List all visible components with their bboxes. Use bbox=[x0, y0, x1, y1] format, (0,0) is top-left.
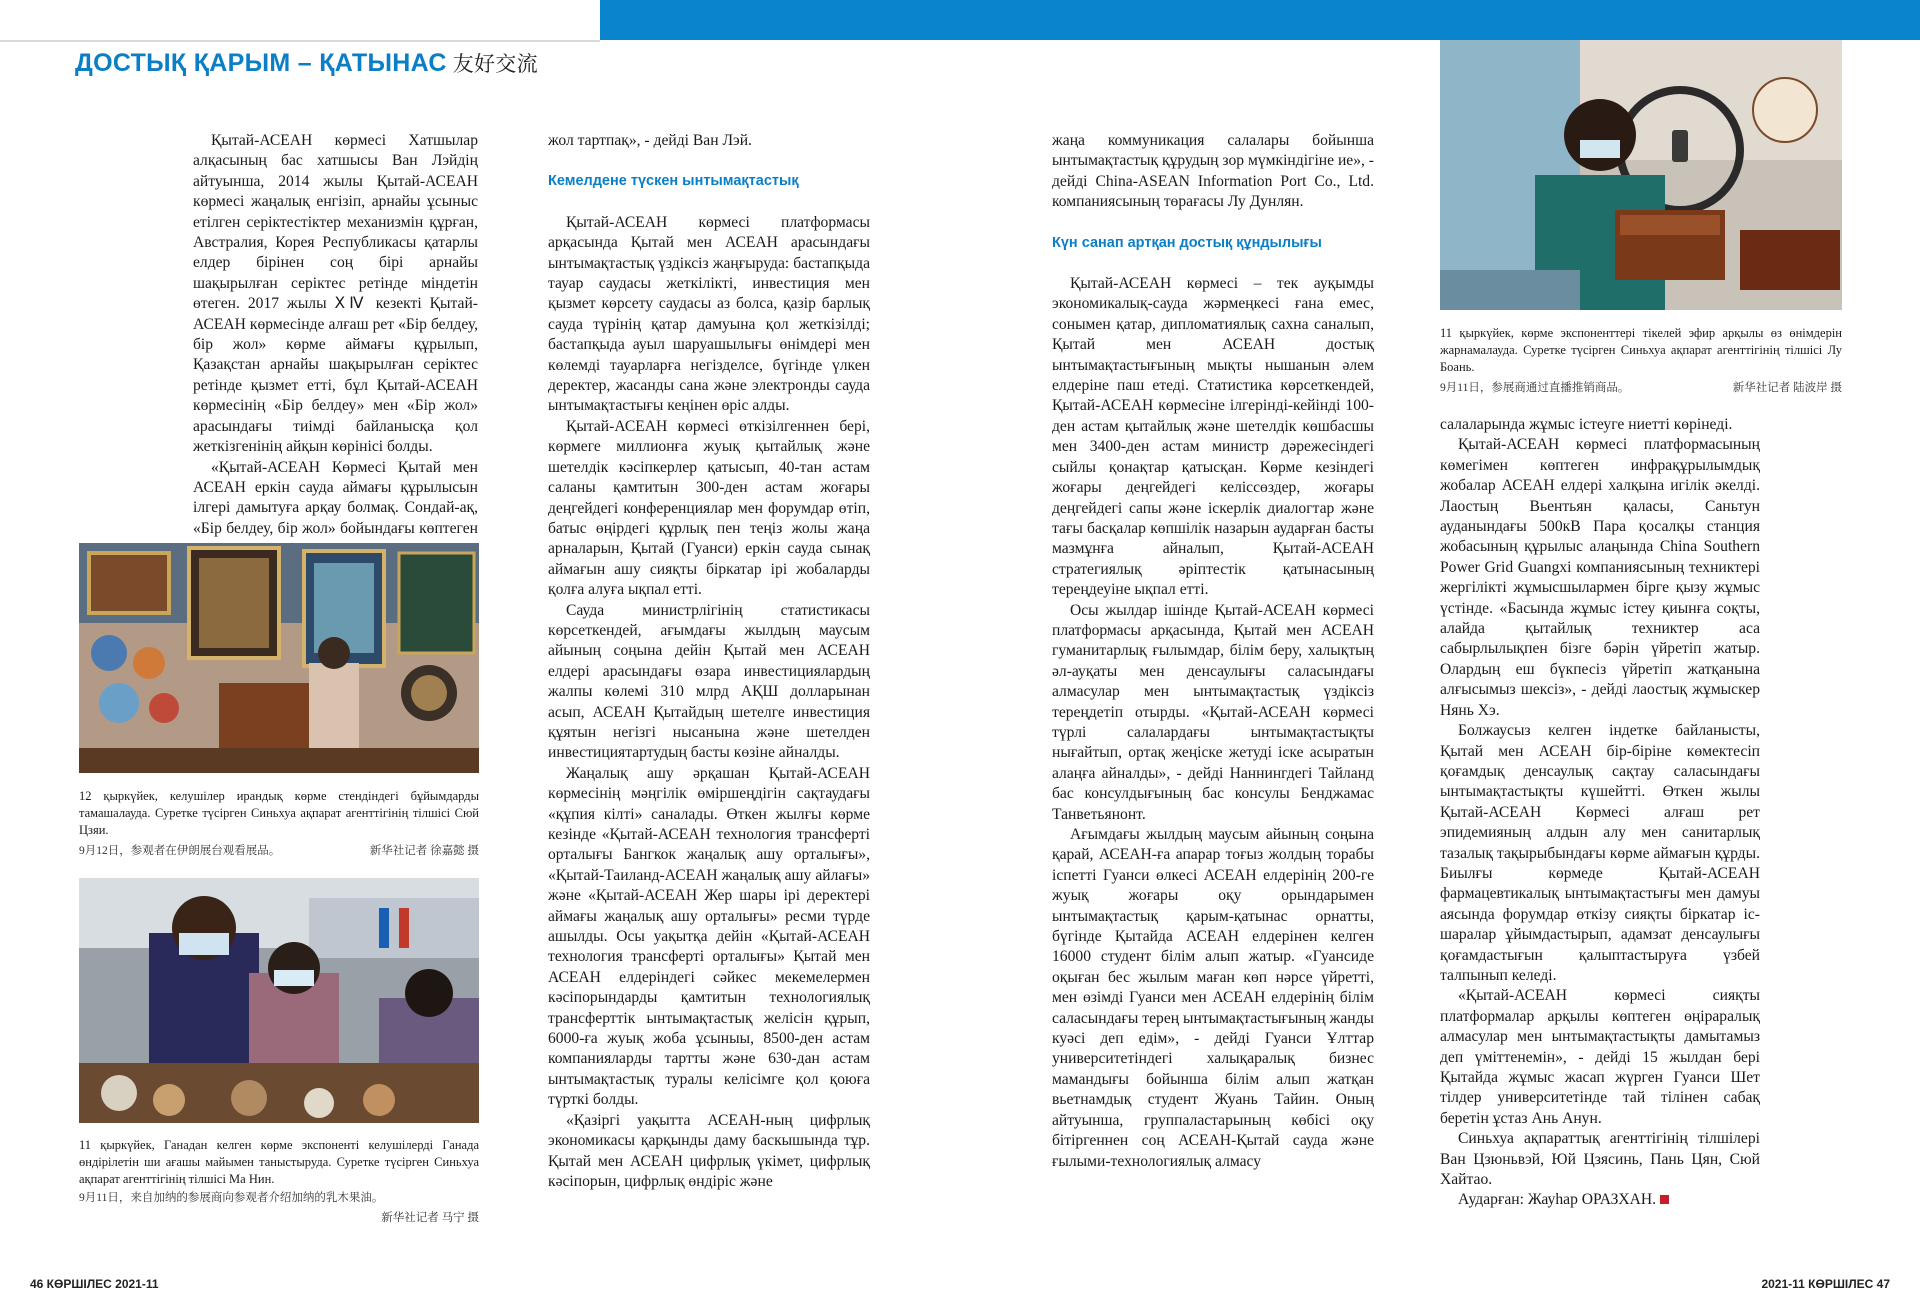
paragraph: салаларында жұмыс істеуге ниетті көрінеді. bbox=[1440, 416, 1733, 433]
photo-ghana-exhibitor-image bbox=[79, 878, 479, 1123]
translator-line bbox=[1440, 1190, 1760, 1210]
paragraph: жаңа коммуникация салалары бойынша ынтымақтастық құрудың зор мүмкіндігіне ие», - дейді China-ASEAN Information Port Co., Ltd. компаниясының төрағасы Лу Дунлян. bbox=[1052, 132, 1374, 211]
top-color-bar bbox=[600, 0, 1920, 40]
photo-credit-zh: 新华社记者 徐嘉懿 摄 bbox=[369, 845, 479, 857]
section-heading: Кемелдене түскен ынтымақтастық bbox=[548, 173, 799, 190]
photo-livestream-exhibitor-image bbox=[1440, 40, 1842, 310]
photo-caption-zh-row bbox=[79, 843, 479, 860]
paragraph: Жаңалық ашу әрқашан Қытай-АСЕАН көрмесінің мәңгілік өміршеңдігін сақтаудағы «құпия кілті» саналады. Өткен жылғы көрме кезінде «Қытай-АСЕАН технология трансферті орталығы Бангкок жаңалық ашу орталығы», «Қытай-Таиланд-АСЕАН жаңалық ашу айлағы» және «Қытай-АСЕАН Жер шары ірі деректері аймағы жаңалық ашу орталығы» ресми түрде ашылды. Осы уақытқа дейін «Қытай-АСЕАН технология трансферті орталығы» Қытай мен АСЕАН елдеріндегі сәйкес мекемелермен кәсіпорындарды қамтитын технологиялық трансферттік ынтымақтастық желісін құрып, 6000-ға жуық жоба ұсыныы, 8500-ден астам компанияларды тартты және 630-дан астам ынтымақтастық туралы келісімге қол қоюға түрткі болды. bbox=[548, 764, 870, 1109]
photo-caption: 12 қыркүйек, келушілер ирандық көрме стендіндегі бұйымдарды тамашалауда. Суретке түсірген Синьхуа ақпарат агенттігінің тілшісі Сюй Цзяи. bbox=[79, 789, 479, 837]
footer-left: 46 КӨРШІЛЕС 2021-11 bbox=[30, 1277, 159, 1291]
column-3 bbox=[1052, 131, 1374, 1172]
photo-caption-zh: 9月12日，参观者在伊朗展台观看展品。 bbox=[79, 845, 281, 857]
section-heading: Күн санап артқан достық құндылығы bbox=[1052, 234, 1322, 251]
column-4 bbox=[1440, 415, 1760, 1211]
photo-ghana-exhibitor bbox=[79, 878, 479, 1123]
paragraph: Сауда министрлігінің статистикасы көрсеткендей, ағымдағы жылдың маусым айының соңына дейін Қытай мен АСЕАН елдері арасындағы өзара инвестициялардың жалпы көлемі 310 млрд АҚШ долларынан асып, АСЕАН Қытайдың шетелге инвестиция құятын негізгі нысанына және шетелден инвестициятартудың басты көзіне айналды. bbox=[548, 601, 870, 762]
translator-credit: Аударған: Жауһар ОРАЗХАН. bbox=[1458, 1191, 1657, 1209]
paragraph: Осы жылдар ішінде Қытай-АСЕАН көрмесі платформасы арқасында, Қытай мен АСЕАН гуманитарлық ғылымдар, білім беру, халықтың әл-ауқаты мен денсаулығы саласындағы алмасулар мен ынтымақтастық үздіксіз тереңдетіп отырды. «Қытай-АСЕАН көрмесі түрлі салалардағы ынтымақтастықты нығайтып, ортақ жеңіске жетуді іске асыратын алаңға айналды», - дейді Наннингдегі Тайланд бас консулдығының бас консулы Бенджамас Танветьянонт. bbox=[1052, 601, 1374, 823]
section-title-zh: 友好交流 bbox=[452, 53, 538, 76]
paragraph: Ағымдағы жылдың маусым айының соңына қарай, АСЕАН-ға апарар тоғыз жолдың торабы іспетті Гуанси өлкесі АСЕАН елдерінің 200-ге жуық жоғары оқу орындарымен ынтымақтастық қарым-қатынас орнатты, бүгінде Қытайда АСЕАН елдерінен келген 16000 студент білім алып жатыр. «Гуансиде оқыған бес жылым маған көп нәрсе үйретті, мен өзімді Гуанси мен АСЕАН елдерінің білім саласындағы терең ынтымақтастығының жанды куәсі деп едім», - дейді Гуанси Ұлттар университетіндегі халықаралық бизнес мамандығы бойынша білім алып жатқан вьетнамдық студент Жуань Тайин. Оның айтуынша, группаластарының көбісі оқу бітіргеннен соң АСЕАН-Қытай сауда және ғылыми-технологиялық алмасу bbox=[1052, 826, 1374, 1170]
paragraph: «Қытай-АСЕАН көрмесі сияқты платформалар арқылы көптеген өңіраралық алмасулар мен ынтымақтастықты дамытамыз деп үміттенемін», - дейді 15 жылдан бері Қытайда жұмыс жасап жүрген Гуанси Шет тілдер университетінде тай тілінен сабақ беретін ұстаз Ань Анун. bbox=[1440, 987, 1760, 1127]
paragraph: жол тартпақ», - дейді Ван Лэй. bbox=[548, 132, 752, 149]
paragraph: Қытай-АСЕАН көрмесі өткізілгеннен бері, көрмеге миллионға жуық қытайлық және шетелдік кәсіпкерлер қатысып, 40-тан астам саланы қамтитын 300-ден астам жоғары деңгейдегі конференциялар мен форумдар өтіп, батыс өңірдегі құрлық пен теңіз жолы жаңа арналарын, Қытай (Гуанси) еркін сауда сынақ аймағын ашу сияқты біркатар ірі жобаларды қолға алуға ықпал етті. bbox=[548, 417, 870, 599]
paragraph: «Қытай-АСЕАН Көрмесі Қытай мен АСЕАН еркін сауда аймағы құрылысын ілгері дамытуға арқау болмақ. Сондай-ақ, «Бір белдеу, бір жол» бойындағы көптеген bbox=[193, 458, 478, 537]
photo-credit-zh: 新华社记者 马宁 摄 bbox=[381, 1212, 479, 1224]
photo-caption: 11 қыркүйек, Ганадан келген көрме экспоненті келушілерді Ганада өндірілетін ши ағашы майымен таныстыруда. Суретке түсірген Синьхуа ақпарат агенттігінің тілшісі Ма Нин. bbox=[79, 1138, 479, 1186]
photo-caption-zh: 9月11日，来自加纳的参展商向参观者介绍加纳的乳木果油。 bbox=[79, 1192, 384, 1204]
paragraph: Қытай-АСЕАН көрмесі Хатшылар алқасының бас хатшысы Ван Лэйдің айтуынша, 2014 жылы Қытай-АСЕАН көрмесі жаңалық енгізіп, арнайы ұсыныс етілген серіктестіктер механизмін құрған, Австралия, Корея Республикасы қатарлы елдер бірінен соң бірі арнайы шақырылған серіктес ретінде міндетін өтеген. 2017 жылы ⅩⅣ кезекті Қытай-АСЕАН көрмесінде алғаш рет «Бір белдеу, бір жол» көрме аймағы құрылып, Қазақстан арнайы шақырылған серіктес ретінде қызмет етті, бұл Қытай-АСЕАН көрмесінің «Бір белдеу» мен «Бір жол» арасындағы тиімді байланысқа қол жеткізгенінің айқын көрінісі болды. bbox=[193, 132, 478, 456]
photo-iran-exhibition-image bbox=[79, 543, 479, 773]
paragraph: Болжаусыз келген індетке байланысты, Қытай мен АСЕАН бір-біріне көмектесіп қоғамдық денсаулық сақтау саласындағы ынтымақтастықты күшейтті. Өткен жылы Қытай-АСЕАН Көрмесі алғаш рет эпидемияның алдын алу мен санитарлық тазалық тақырыбындағы көрме аймағын құрды. Биылғы көрмеде Қытай-АСЕАН фармацевтикалық ынтымақтастығы мен дамуы аясында форумдар өткізу сияқты біркатар іс-шаралар ұйымдастырып, адамзат денсаулығы қоғамдастығын қалыптастыруға үзбей талпынып келеді. bbox=[1440, 722, 1760, 984]
end-mark-square bbox=[1660, 1195, 1669, 1204]
column-2 bbox=[548, 131, 870, 1192]
photo-iran-exhibition-caption-block bbox=[79, 788, 479, 860]
paragraph: Қытай-АСЕАН көрмесі платформасы арқасында Қытай мен АСЕАН арасындағы ынтымақтастық үздіксіз жаңғыруда: бастапқыда тауар саудасы жеткілікті, инвестиция мен қызмет көрсету саудасы аз болса, қазір барлық сауда түрінің қатар дамуына қол жеткізілді; бастапқыда ауыл шаруашылығы өнімдері мен көлемді тауарларға негізделсе, бүгінде үлкен деректер, жасанды сана және электронды сауда ынтымақтастығы кеңінен өріс алды. bbox=[548, 213, 870, 415]
photo-livestream-caption-block bbox=[1440, 325, 1842, 397]
section-title: ДОСТЫҚ ҚАРЫМ – ҚАТЫНАС bbox=[75, 49, 447, 77]
photo-iran-exhibition bbox=[79, 543, 479, 773]
column-1 bbox=[193, 131, 478, 560]
photo-caption-zh: 9月11日，参展商通过直播推销商品。 bbox=[1440, 382, 1630, 394]
section-header bbox=[75, 48, 538, 78]
top-rule bbox=[0, 40, 600, 42]
paragraph: Қытай-АСЕАН көрмесі – тек ауқымды экономикалық-сауда жәрмеңкесі ғана емес, сонымен қатар, дипломатиялық сахна саналып, Қытай мен АСЕАН достық ынтымақтастығының мықты нышанын әлем елдеріне паш етеді. Статистика көрсеткендей, Қытай-АСЕАН көрмесіне ілгерінді-кейінді 100-ден астам қытайлық және шетелдік көшбасшы мен 3400-ден астам министр дәрежесіндегі сыйлы қонақтар қатысқан. Көрме кезіндегі жоғары деңгейдегі келіссөздер, жоғары деңгейдегі сапы және іскерлік диалогтар және тағы басқалар көпшілік назарын аударған басты мазмұнға айналып, Қытай-АСЕАН стратегиялық әріптестік қатынасының тереңдеуіне ықпал етті. bbox=[1052, 275, 1374, 599]
paragraph: Қытай-АСЕАН көрмесі платформасының көмегімен көптеген инфрақұрылымдық жобалар АСЕАН елдері халқына игілік әкелді. Лаостың Вьентьян қаласы, Саньтун ауданындағы 500кВ Пара қосалқы станция жобасының құрылыс алаңында China Southern Power Grid Guangxi компаниясының техниктері жергілікті жұмысшылармен бірге қызу жұмыс үстінде. «Басында жұмыс істеу қиынға соқты, алайда қытайлық техниктер аса сабырлылықпен бізге бәрін үйретіп жатыр. Олардың еш бүкпесіз үйретіп жатқанына алғысымыз шексіз», - дейді лаостық жұмыскер Нянь Хэ. bbox=[1440, 436, 1760, 719]
footer-right: 2021-11 КӨРШІЛЕС 47 bbox=[1761, 1277, 1890, 1291]
photo-ghana-exhibitor-caption-block bbox=[79, 1137, 479, 1227]
photo-caption: 11 қыркүйек, көрме экспоненттері тікелей эфир арқылы өз өнімдерін жарнамалауда. Суретке түсірген Синьхуа ақпарат агенттігінің тілшісі Лу Боань. bbox=[1440, 326, 1842, 374]
photo-caption-zh-row bbox=[1440, 380, 1842, 397]
photo-livestream-exhibitor bbox=[1440, 40, 1842, 310]
photo-credit-zh: 新华社记者 陆波岸 摄 bbox=[1732, 382, 1842, 394]
paragraph: «Қазіргі уақытта АСЕАН-ның цифрлық экономикасы қарқынды даму баскышында тұр. Қытай мен АСЕАН цифрлық үкімет, цифрлық кәсіпорын, цифрлық өндіріс және bbox=[548, 1111, 870, 1190]
paragraph: Синьхуа ақпараттық агенттігінің тілшілері Ван Цзюньвэй, Юй Цзясинь, Пань Цян, Сюй Хайтао. bbox=[1440, 1130, 1760, 1189]
